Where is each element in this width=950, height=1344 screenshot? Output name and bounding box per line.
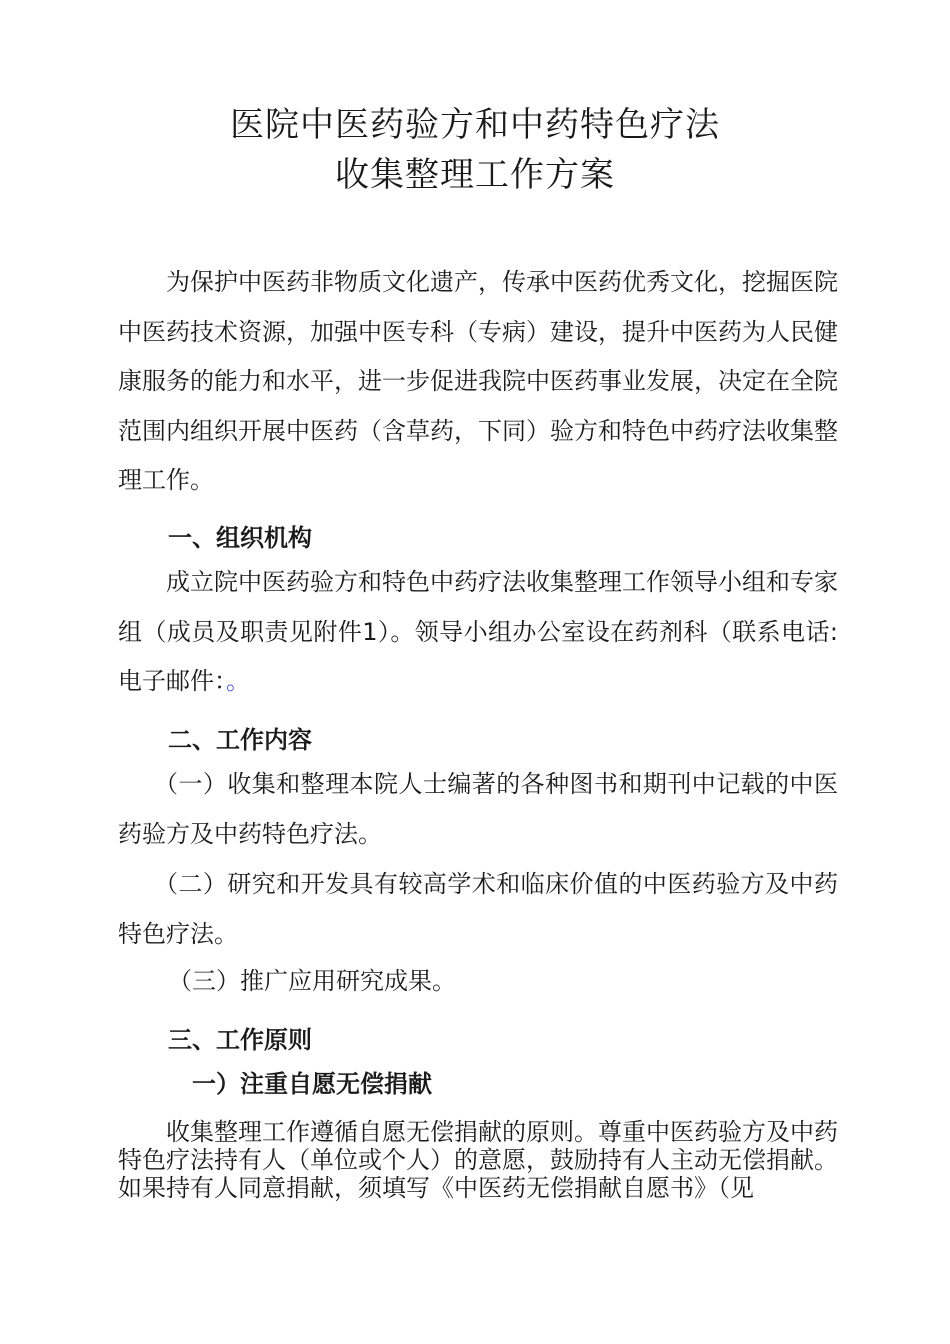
section2-item2: （二）研究和开发具有较高学术和临床价值的中医药验方及中药特色疗法。: [118, 870, 838, 948]
section3-sub1-heading: 一）注重自愿无偿捐献: [192, 1070, 432, 1098]
section1-body-link-dot: 。: [226, 667, 250, 695]
section2-item3: （三）推广应用研究成果。: [168, 967, 456, 995]
section1-body: [118, 558, 838, 707]
section2-item1: （一）收集和整理本院人士编著的各种图书和期刊中记载的中医药验方及中药特色疗法。: [118, 770, 838, 848]
section1-heading: 一、组织机构: [168, 524, 312, 552]
document-title-line2: 收集整理工作方案: [335, 155, 615, 195]
document-title-line1: 医院中医药验方和中药特色疗法: [230, 105, 720, 145]
intro-paragraph: 为保护中医药非物质文化遗产，传承中医药优秀文化，挖掘医院中医药技术资源，加强中医专科（专病）建设，提升中医药为人民健康服务的能力和水平，进一步促进我院中医药事业发展，决定在全院范围内组织开展中医药（含草药，下同）验方和特色中药疗法收集整理工作。: [118, 268, 838, 494]
section1-body-text: 成立院中医药验方和特色中药疗法收集整理工作领导小组和专家组（成员及职责见附件1）。领导小组办公室设在药剂科（联系电话:电子邮件：: [118, 568, 838, 695]
section2-heading: 二、工作内容: [168, 726, 312, 754]
section3-heading: 三、工作原则: [168, 1026, 312, 1054]
section3-sub1-body: 收集整理工作遵循自愿无偿捐献的原则。尊重中医药验方及中药特色疗法持有人（单位或个人）的意愿，鼓励持有人主动无偿捐献。如果持有人同意捐献，须填写《中医药无偿捐献自愿书》（见: [118, 1118, 838, 1202]
